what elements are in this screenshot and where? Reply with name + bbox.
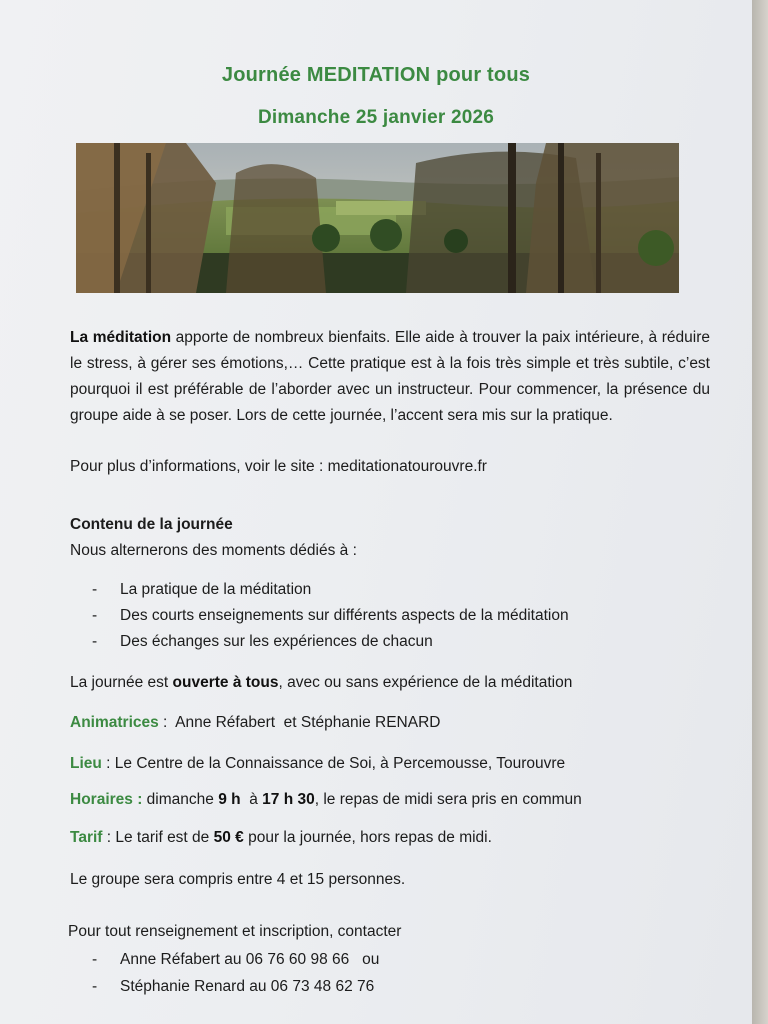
list-item: - Des courts enseignements sur différents aspects de la méditation: [92, 607, 569, 624]
intro-paragraph: [70, 325, 710, 429]
intro-text: apporte de nombreux bienfaits. Elle aide à trouver la paix intérieure, à réduire le stress, à gérer ses émotions,… Cette pratique est à la fois très simple et très subtile, c’est pourquoi il est préférable de l’aborder avec un instructeur. Pour commencer, la présence du groupe aide à se poser. Lors de cette journée, l’accent sera mis sur la pratique.: [70, 329, 710, 424]
list-item: - La pratique de la méditation: [92, 581, 312, 598]
horaires-line: Horaires : dimanche 9 h à 17 h 30, le repas de midi sera pris en commun: [70, 791, 582, 808]
lieu-line: Lieu : Le Centre de la Connaissance de Soi, à Percemousse, Tourouvre: [70, 755, 566, 772]
horaires-label: Horaires :: [70, 791, 143, 808]
animatrices-label: Animatrices: [70, 714, 159, 731]
contact-item: - Anne Réfabert au 06 76 60 98 66 ou: [92, 951, 380, 968]
intro-bold: La méditation: [70, 329, 172, 346]
open-line: La journée est ouverte à tous, avec ou sans expérience de la méditation: [70, 674, 573, 691]
animatrices-line: Animatrices : Anne Réfabert et Stéphanie RENARD: [70, 714, 441, 731]
landscape-photo: [76, 143, 679, 293]
lieu-label: Lieu: [70, 755, 102, 772]
contenu-heading: Contenu de la journée: [70, 516, 233, 533]
list-item: - Des échanges sur les expériences de chacun: [92, 633, 433, 650]
contenu-lead: Nous alternerons des moments dédiés à :: [70, 542, 357, 559]
tarif-line: Tarif : Le tarif est de 50 € pour la journée, hors repas de midi.: [70, 829, 492, 846]
paper-edge: [752, 0, 768, 1024]
contact-item: - Stéphanie Renard au 06 73 48 62 76: [92, 978, 375, 995]
page-title: Journée MEDITATION pour tous: [221, 64, 531, 86]
group-size-line: Le groupe sera compris entre 4 et 15 personnes.: [70, 871, 406, 888]
contact-lead: Pour tout renseignement et inscription, contacter: [68, 923, 402, 940]
website-line: Pour plus d’informations, voir le site : meditationatourouvre.fr: [70, 458, 487, 475]
event-date: Dimanche 25 janvier 2026: [257, 107, 495, 128]
tarif-label: Tarif: [70, 829, 103, 846]
